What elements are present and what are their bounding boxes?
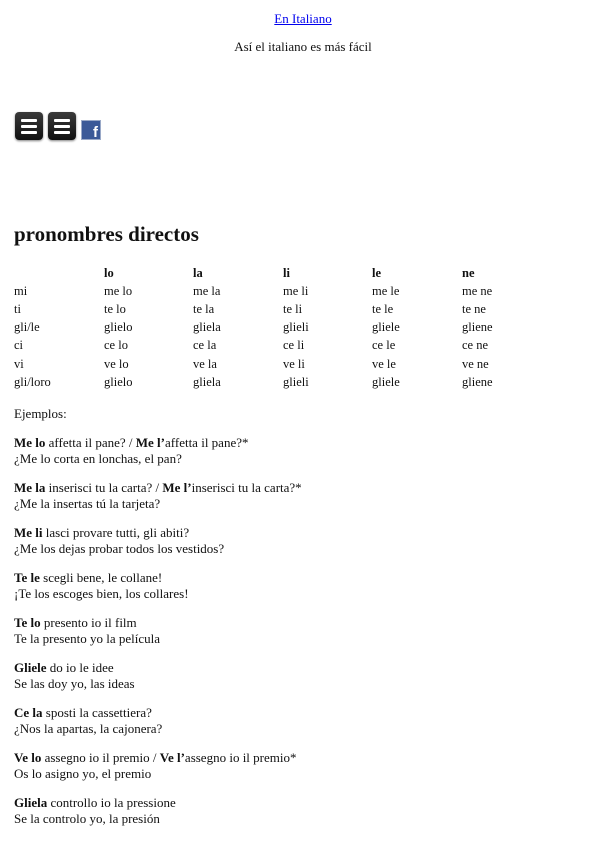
table-header-row: [14, 264, 522, 282]
tagline: Así el italiano es más fácil: [234, 39, 372, 54]
example-item: [14, 570, 302, 602]
column-header: [14, 264, 104, 282]
table-row: [14, 300, 522, 318]
example-italian: [14, 480, 302, 496]
table-cell: gliela: [193, 320, 221, 335]
toolbar: [15, 112, 101, 140]
table-cell: ce ne: [462, 338, 489, 353]
example-text: controllo io la pressione: [47, 795, 176, 810]
example-italian: [14, 795, 302, 811]
example-pronoun: Me li: [14, 525, 43, 540]
column-header: lo: [104, 265, 114, 280]
table-cell: gliele: [372, 320, 400, 335]
table-cell: gliela: [193, 374, 221, 389]
table-row: [14, 319, 522, 337]
example-pronoun: Te le: [14, 570, 40, 585]
table-cell: te ne: [462, 301, 486, 316]
column-header: le: [372, 265, 382, 280]
example-item: [14, 615, 302, 647]
example-spanish: ¿Me los dejas probar todos los vestidos?: [14, 541, 225, 556]
example-spanish: ¿Me la insertas tú la tarjeta?: [14, 496, 161, 511]
example-text: affetta il pane? /: [45, 435, 136, 450]
example-text: affetta il pane?*: [165, 435, 249, 450]
table-cell: mi: [14, 283, 28, 298]
table-cell: ve lo: [104, 356, 129, 371]
example-spanish: Os lo asigno yo, el premio: [14, 766, 152, 781]
column-header: ne: [462, 265, 475, 280]
table-cell: me ne: [462, 283, 493, 298]
table-cell: glielo: [104, 320, 133, 335]
example-spanish: ¿Nos la apartas, la cajonera?: [14, 721, 163, 736]
table-cell: te le: [372, 301, 394, 316]
table-cell: gli/loro: [14, 374, 51, 389]
example-pronoun: Gliele: [14, 660, 47, 675]
table-cell: ve la: [193, 356, 217, 371]
examples-list: [14, 435, 302, 840]
table-cell: glieli: [283, 320, 309, 335]
table-cell: ce li: [283, 338, 305, 353]
example-item: [14, 705, 302, 737]
example-italian: [14, 705, 302, 721]
menu-icon[interactable]: [15, 112, 43, 140]
example-item: [14, 480, 302, 512]
example-pronoun: Me la: [14, 480, 46, 495]
example-text: inserisci tu la carta?*: [191, 480, 302, 495]
table-cell: ce le: [372, 338, 396, 353]
example-pronoun: Ce la: [14, 705, 43, 720]
example-pronoun: Te lo: [14, 615, 41, 630]
example-spanish: Se las doy yo, las ideas: [14, 676, 135, 691]
example-item: [14, 750, 302, 782]
table-cell: me la: [193, 283, 221, 298]
example-italian: [14, 570, 302, 586]
table-cell: gliene: [462, 320, 493, 335]
example-italian: [14, 660, 302, 676]
example-pronoun: Ve l’: [159, 750, 185, 765]
table-cell: te la: [193, 301, 215, 316]
table-cell: glieli: [283, 374, 309, 389]
example-pronoun: Me l’: [162, 480, 192, 495]
table-cell: gli/le: [14, 320, 40, 335]
table-cell: te li: [283, 301, 303, 316]
examples-label: Ejemplos:: [14, 406, 67, 421]
table-cell: gliele: [372, 374, 400, 389]
facebook-icon[interactable]: [81, 120, 101, 140]
example-item: [14, 660, 302, 692]
example-item: [14, 525, 302, 557]
table-cell: ve le: [372, 356, 396, 371]
example-item: [14, 795, 302, 827]
example-italian: [14, 525, 302, 541]
table-cell: te lo: [104, 301, 126, 316]
example-pronoun: Me lo: [14, 435, 46, 450]
table-row: [14, 355, 522, 373]
example-italian: [14, 750, 302, 766]
menu-icon[interactable]: [48, 112, 76, 140]
table-cell: ti: [14, 301, 21, 316]
table-cell: me le: [372, 283, 400, 298]
example-spanish: Se la controlo yo, la presión: [14, 811, 160, 826]
example-spanish: Te la presento yo la película: [14, 631, 161, 646]
table-cell: me lo: [104, 283, 133, 298]
example-text: sposti la cassettiera?: [42, 705, 152, 720]
table-cell: vi: [14, 356, 24, 371]
example-text: assegno io il premio /: [41, 750, 160, 765]
pronoun-table: [14, 264, 522, 391]
example-text: assegno io il premio*: [184, 750, 297, 765]
header: [0, 11, 606, 27]
table-row: [14, 282, 522, 300]
page-title: pronombres directos: [14, 222, 199, 246]
example-italian: [14, 615, 302, 631]
example-text: scegli bene, le collane!: [39, 570, 163, 585]
table-cell: gliene: [462, 374, 493, 389]
example-item: [14, 435, 302, 467]
example-spanish: ¿Me lo corta en lonchas, el pan?: [14, 451, 182, 466]
example-text: lasci provare tutti, gli abiti?: [42, 525, 190, 540]
en-italiano-link[interactable]: En Italiano: [274, 11, 332, 26]
table-cell: ci: [14, 338, 24, 353]
table-cell: ve li: [283, 356, 305, 371]
example-pronoun: Me l’: [135, 435, 165, 450]
example-text: do io le idee: [46, 660, 114, 675]
example-pronoun: Ve lo: [14, 750, 42, 765]
table-cell: ce lo: [104, 338, 128, 353]
example-pronoun: Gliela: [14, 795, 48, 810]
column-header: la: [193, 265, 203, 280]
table-cell: ce la: [193, 338, 217, 353]
example-text: presento io il film: [40, 615, 137, 630]
example-spanish: ¡Te los escoges bien, los collares!: [14, 586, 189, 601]
example-text: inserisci tu la carta? /: [45, 480, 163, 495]
table-cell: glielo: [104, 374, 133, 389]
table-cell: ve ne: [462, 356, 489, 371]
example-italian: [14, 435, 302, 451]
table-row: [14, 337, 522, 355]
table-cell: me li: [283, 283, 309, 298]
column-header: li: [283, 265, 290, 280]
facebook-glyph: f: [93, 124, 98, 141]
table-row: [14, 373, 522, 391]
